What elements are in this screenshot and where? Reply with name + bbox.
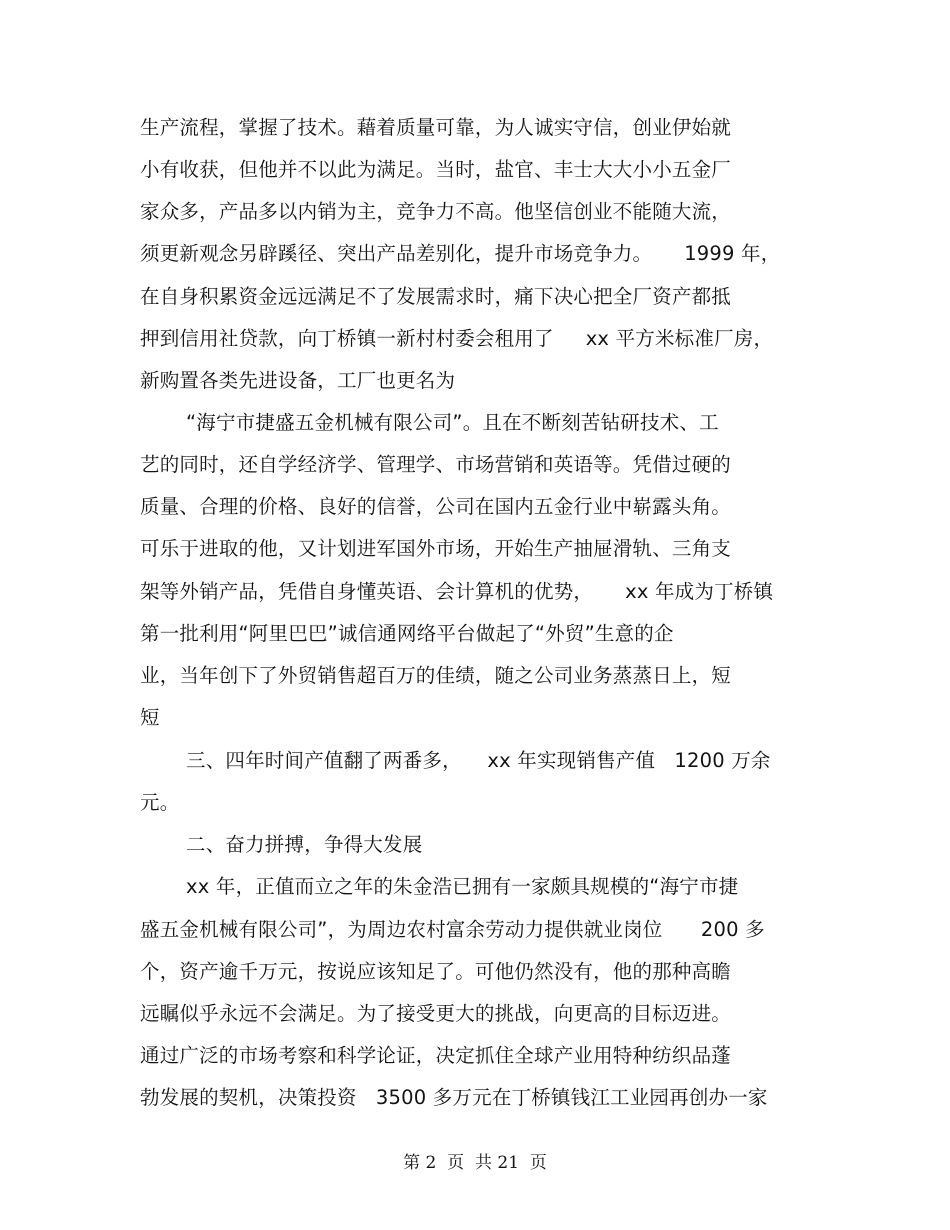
text-line: 生产流程，掌握了技术。藉着质量可靠，为人诚实守信，创业伊始就: [140, 116, 732, 139]
page-number-footer: 第 2 页 共 21 页: [403, 1153, 547, 1173]
text-line: 须更新观念另辟蹊径、突出产品差别化，提升市场竞争力。 1999 年，: [140, 242, 781, 265]
text-line: 艺的同时，还自学经济学、管理学、市场营销和英语等。凭借过硬的: [140, 453, 732, 476]
text-line: 短: [140, 706, 160, 729]
text-line: 可乐于进取的他，又计划进军国外市场，开始生产抽屉滑轨、三角支: [140, 537, 732, 560]
text-line: 家众多，产品多以内销为主，竞争力不高。他坚信创业不能随大流，: [140, 200, 732, 223]
text-line: xx 年，正值而立之年的朱金浩已拥有一家颇具规模的“海宁市捷: [186, 875, 739, 898]
text-line: 新购置各类先进设备，工厂也更名为: [140, 369, 456, 392]
text-line: 元。: [140, 791, 180, 814]
text-line: 押到信用社贷款，向丁桥镇一新村村委会租用了 xx 平方米标准厂房，: [140, 327, 774, 350]
text-line: 第一批利用“阿里巴巴”诚信通网络平台做起了“外贸”生意的企: [140, 622, 674, 645]
text-line: 架等外销产品，凭借自身懂英语、会计算机的优势， xx 年成为丁桥镇: [140, 580, 774, 603]
text-line: 三、四年时间产值翻了两番多， xx 年实现销售产值 1200 万余: [186, 749, 771, 772]
section-heading: 二、奋力拼搏，争得大发展: [186, 833, 423, 856]
text-line: “海宁市捷盛五金机械有限公司”。且在不断刻苦钻研技术、工: [186, 411, 719, 434]
text-line: 小有收获，但他并不以此为满足。当时，盐官、丰士大大小小五金厂: [140, 158, 732, 181]
text-line: 在自身积累资金远远满足不了发展需求时，痛下决心把全厂资产都抵: [140, 285, 732, 308]
text-line: 个，资产逾千万元，按说应该知足了。可他仍然没有，他的那种高瞻: [140, 960, 732, 983]
text-line: 远瞩似乎永远不会满足。为了接受更大的挑战，向更高的目标迈进。: [140, 1002, 732, 1025]
text-line: 通过广泛的市场考察和科学论证，决定抓住全球产业用特种纺织品蓬: [140, 1044, 732, 1067]
text-line: 质量、合理的价格、良好的信誉，公司在国内五金行业中崭露头角。: [140, 495, 732, 518]
text-line: 盛五金机械有限公司”，为周边农村富余劳动力提供就业岗位 200 多: [140, 918, 765, 941]
text-line: 业，当年创下了外贸销售超百万的佳绩，随之公司业务蒸蒸日上，短: [140, 664, 732, 687]
text-line: 勃发展的契机，决策投资 3500 多万元在丁桥镇钱江工业园再创办一家: [140, 1086, 768, 1109]
